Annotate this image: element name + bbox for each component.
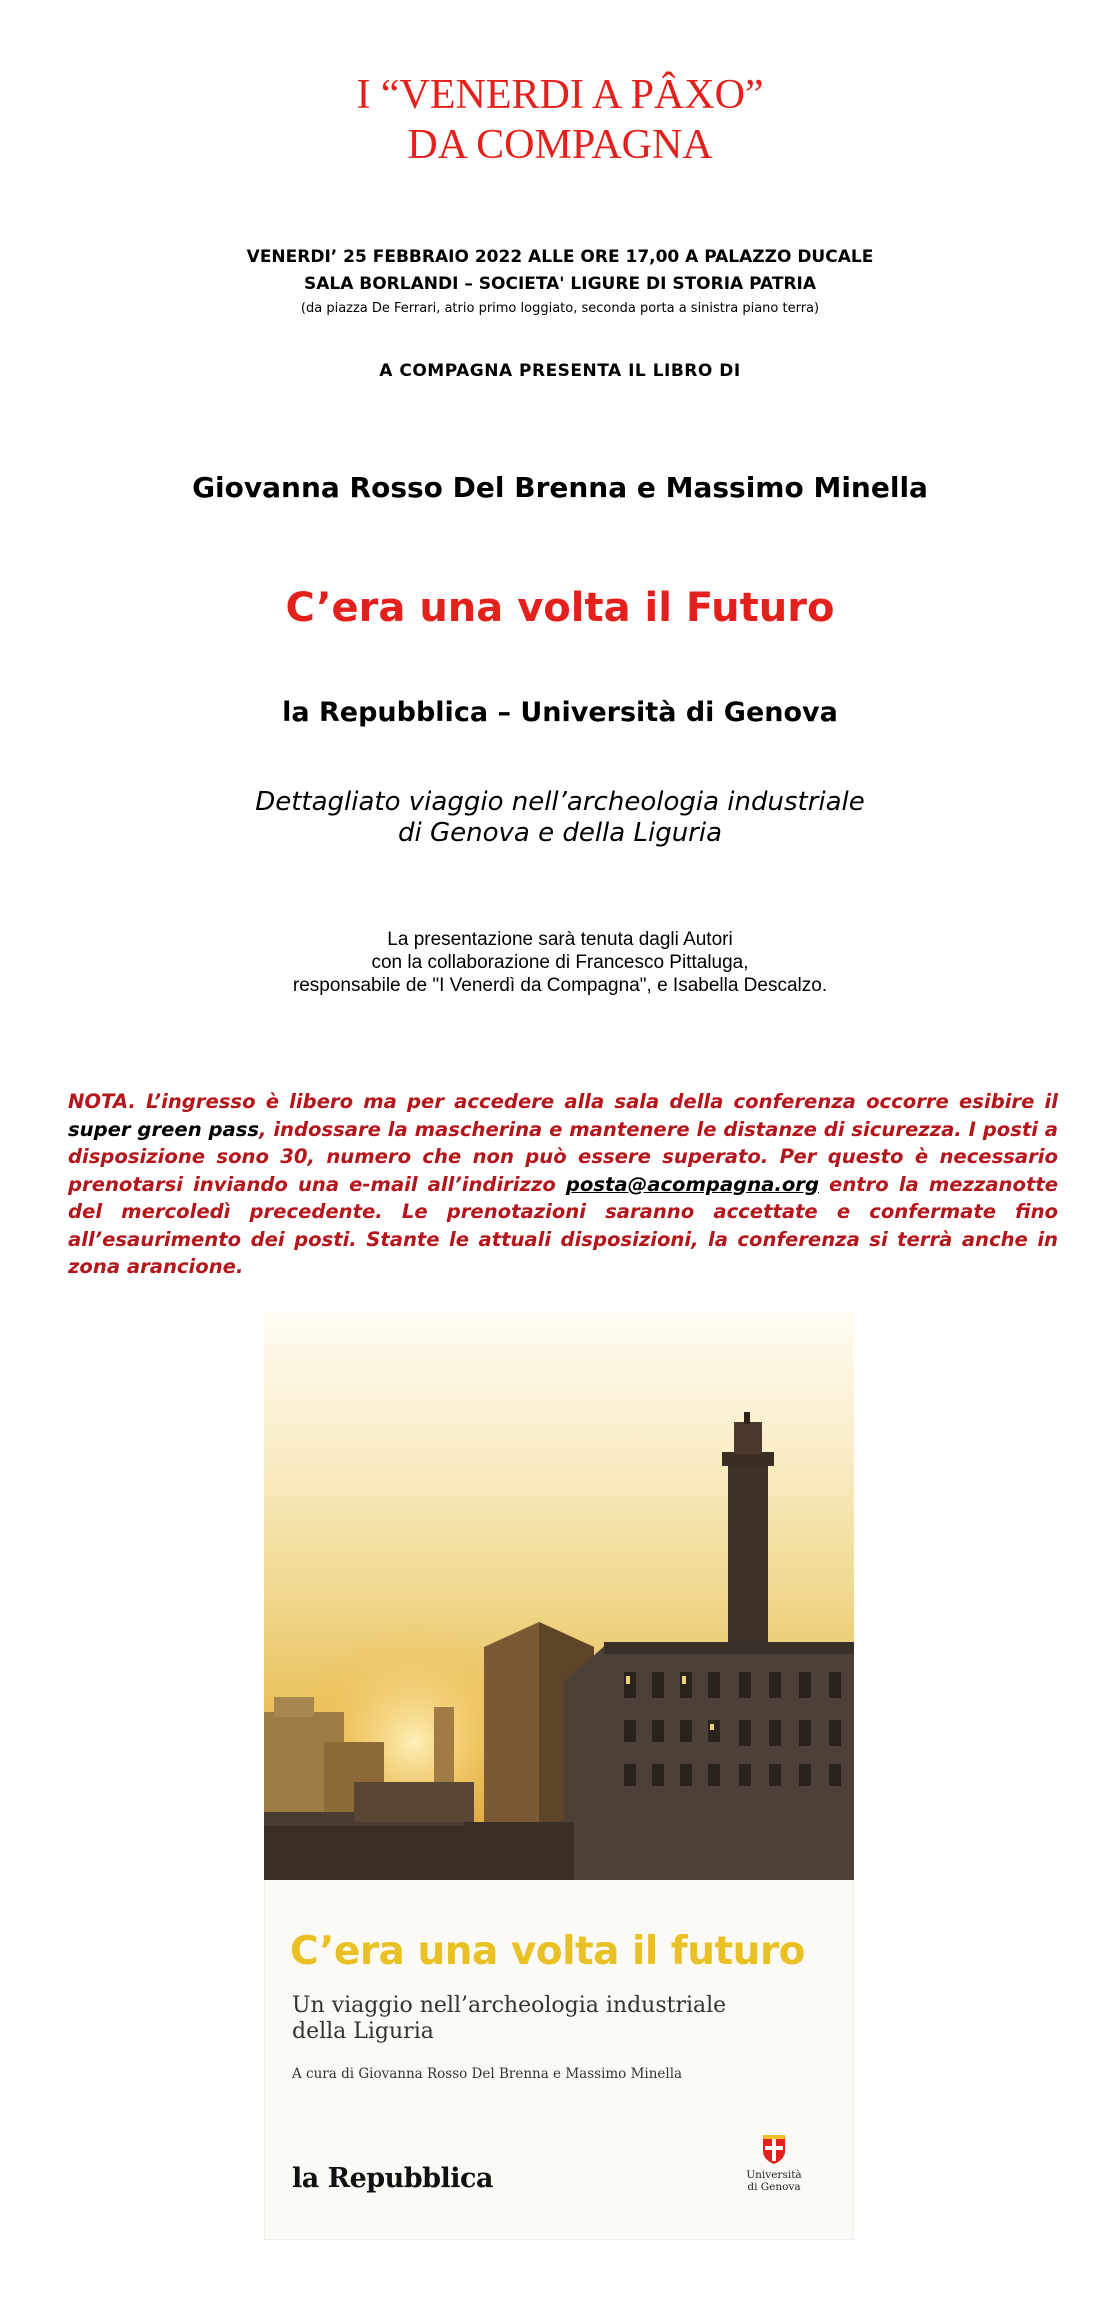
nota-text-1: NOTA. L’ingresso è libero ma per accedere alla sala della conferenza occorre esibire il xyxy=(68,1090,1058,1113)
cover-subtitle-line-2: della Liguria xyxy=(292,2019,434,2044)
book-publisher: la Repubblica – Università di Genova xyxy=(282,697,838,728)
title-line-2: DA COMPAGNA xyxy=(407,122,713,168)
nota-text-2: , indossare la mascherina e mantenere le distanze di sicurezza. I posti a disposizione sono 30, numero che non può essere superato. Per questo è necessario prenotarsi inviando una e-mail all’indirizzo xyxy=(68,1117,1058,1196)
cover-curated-by: A cura di Giovanna Rosso Del Brenna e Massimo Minella xyxy=(292,2066,683,2082)
event-room: SALA BORLANDI – SOCIETA' LIGURE DI STORIA PATRIA xyxy=(303,274,817,294)
event-details xyxy=(0,244,1120,298)
email-link[interactable]: posta@acompagna.org xyxy=(565,1172,819,1196)
book-cover-image xyxy=(264,1312,854,2240)
book-subtitle xyxy=(0,787,1120,849)
nota-notice xyxy=(68,1088,1058,1281)
university-shield-icon xyxy=(761,2135,787,2165)
event-directions: (da piazza De Ferrari, atrio primo loggiato, seconda porta a sinistra piano terra) xyxy=(300,301,820,316)
cover-photo-industrial-skyline xyxy=(264,1312,854,1880)
universita-genova-logo xyxy=(744,2135,804,2193)
university-line-2: di Genova xyxy=(747,2181,801,2193)
title-line-1: I “VENERDI A PÂXO” xyxy=(356,72,764,118)
university-name xyxy=(744,2169,804,2193)
nota-text-3: entro la mezzanotte del mercoledì precedente. Le prenotazioni saranno accettate e confermate fino all’esaurimento dei posti. Stante le attuali disposizioni, la conferenza si terrà anche in zona arancione. xyxy=(68,1172,1058,1278)
book-authors: Giovanna Rosso Del Brenna e Massimo Minella xyxy=(192,471,928,504)
super-green-pass: super green pass xyxy=(68,1117,260,1141)
cover-subtitle-line-1: Un viaggio nell’archeologia industriale xyxy=(292,1993,727,2018)
la-repubblica-logo: la Repubblica xyxy=(292,2163,493,2194)
presents-line: A COMPAGNA PRESENTA IL LIBRO DI xyxy=(379,361,741,381)
event-series-title xyxy=(0,70,1120,170)
event-date-place: VENERDI’ 25 FEBBRAIO 2022 ALLE ORE 17,00 A PALAZZO DUCALE xyxy=(246,247,874,267)
cover-title: C’era una volta il futuro xyxy=(290,1929,805,1974)
presentation-info xyxy=(0,928,1120,997)
book-title: C’era una volta il Futuro xyxy=(285,585,835,631)
university-line-1: Università xyxy=(746,2169,802,2181)
subtitle-line-1: Dettagliato viaggio nell’archeologia industriale xyxy=(255,787,865,817)
presentation-line-3: responsabile de "I Venerdì da Compagna", e Isabella Descalzo. xyxy=(292,975,828,996)
presentation-line-1: La presentazione sarà tenuta dagli Autori xyxy=(387,929,733,950)
subtitle-line-2: di Genova e della Liguria xyxy=(397,818,723,848)
presentation-line-2: con la collaborazione di Francesco Pittaluga, xyxy=(371,952,749,973)
cover-subtitle xyxy=(292,1993,812,2045)
